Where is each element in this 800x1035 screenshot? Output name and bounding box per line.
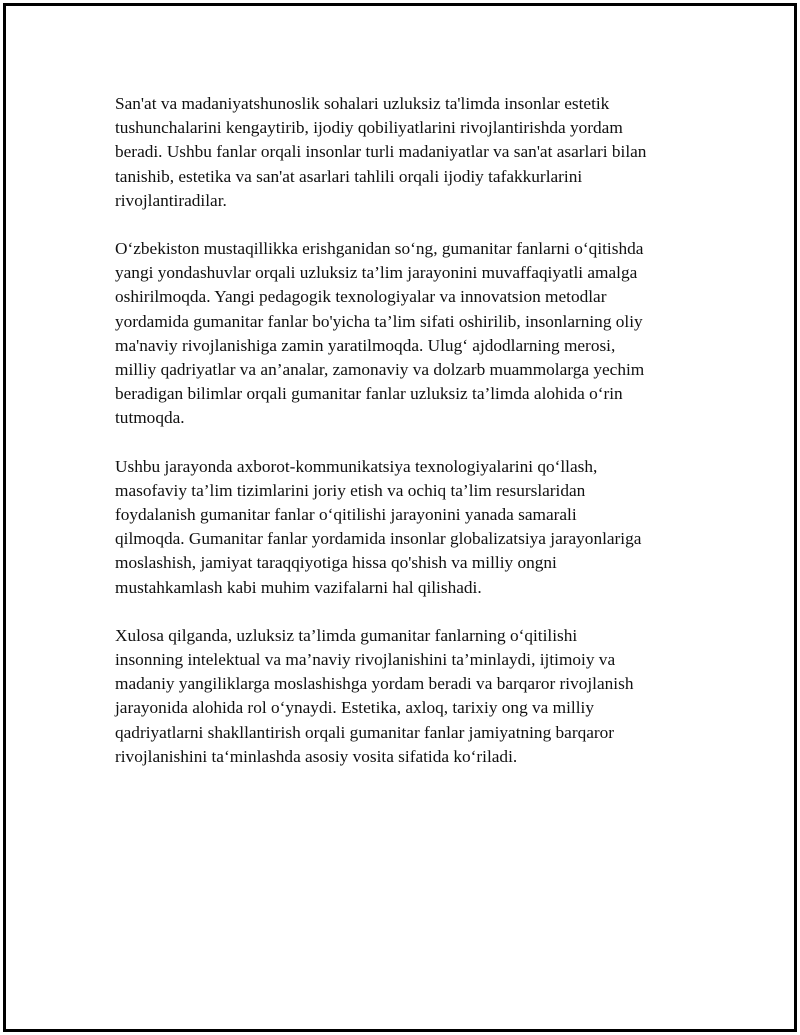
document-body — [115, 92, 700, 793]
paragraph-2 — [115, 237, 700, 431]
text-line: O‘zbekiston mustaqillikka erishganidan so‘ng, gumanitar fanlarni o‘qitishda — [115, 239, 644, 259]
text-line: tanishib, estetika va san'at asarlari tahlili orqali ijodiy tafakkurlarini — [115, 166, 583, 186]
text-line: ma'naviy rivojlanishiga zamin yaratilmoqda. Ulug‘ ajdodlarning merosi, — [115, 335, 616, 355]
text-line: jarayonida alohida rol o‘ynaydi. Estetika, axloq, tarixiy ong va milliy — [115, 698, 594, 718]
text-line: oshirilmoqda. Yangi pedagogik texnologiyalar va innovatsion metodlar — [115, 287, 607, 307]
paragraph-1 — [115, 92, 700, 213]
text-line: qilmoqda. Gumanitar fanlar yordamida insonlar globalizatsiya jarayonlariga — [115, 529, 642, 549]
text-line: foydalanish gumanitar fanlar o‘qitilishi jarayonini yanada samarali — [115, 505, 577, 525]
text-line: San'at va madaniyatshunoslik sohalari uzluksiz ta'limda insonlar estetik — [115, 94, 610, 113]
text-line: beradi. Ushbu fanlar orqali insonlar turli madaniyatlar va san'at asarlari bilan — [115, 142, 647, 162]
text-line: masofaviy ta’lim tizimlarini joriy etish va ochiq ta’lim resurslaridan — [115, 480, 586, 500]
text-line: Xulosa qilganda, uzluksiz ta’limda gumanitar fanlarning o‘qitilishi — [115, 625, 578, 645]
text-line: mustahkamlash kabi muhim vazifalarni hal qilishadi. — [115, 577, 482, 597]
paragraph-3 — [115, 455, 700, 600]
text-line: Ushbu jarayonda axborot-kommunikatsiya texnologiyalarini qo‘llash, — [115, 456, 598, 476]
text-line: milliy qadriyatlar va an’analar, zamonaviy va dolzarb muammolarga yechim — [115, 360, 645, 380]
text-line: beradigan bilimlar orqali gumanitar fanlar uzluksiz ta’limda alohida o‘rin — [115, 384, 623, 404]
text-line: yangi yondashuvlar orqali uzluksiz ta’lim jarayonini muvaffaqiyatli amalga — [115, 263, 638, 283]
text-line: insonning intelektual va ma’naviy rivojlanishini ta’minlaydi, ijtimoiy va — [115, 650, 616, 670]
text-line: yordamida gumanitar fanlar bo'yicha ta’lim sifati oshirilib, insonlarning oliy — [115, 311, 643, 331]
text-line: madaniy yangiliklarga moslashishga yordam beradi va barqaror rivojlanish — [115, 674, 634, 694]
text-line: rivojlantiradilar. — [115, 190, 227, 210]
text-line: tutmoqda. — [115, 408, 185, 428]
text-line: moslashish, jamiyat taraqqiyotiga hissa qo'shish va milliy ongni — [115, 553, 557, 573]
text-line: tushunchalarini kengaytirib, ijodiy qobiliyatlarini rivojlantirishda yordam — [115, 118, 623, 138]
text-line: rivojlanishini ta‘minlashda asosiy vosita sifatida ko‘riladi. — [115, 746, 518, 766]
paragraph-4 — [115, 624, 700, 769]
text-line: qadriyatlarni shakllantirish orqali gumanitar fanlar jamiyatning barqaror — [115, 722, 615, 742]
